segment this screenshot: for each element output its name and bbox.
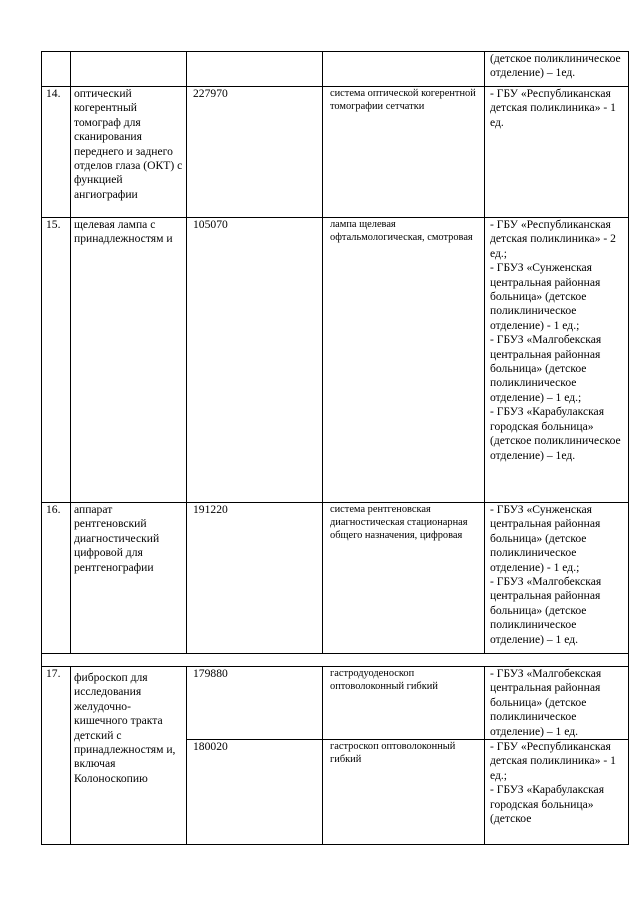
recipient-entry: - ГБУЗ «Сунженская центральная районная больница» (детское поликлиническое отделение) - 1 ед.;	[490, 503, 601, 574]
recipient-entry: - ГБУЗ «Сунженская центральная районная больница» (детское поликлиническое отделение) - 1 ед.;	[490, 261, 601, 332]
row-number: 17.	[42, 667, 71, 845]
table-row	[42, 87, 629, 218]
equipment-code: 180020	[187, 740, 323, 845]
equipment-type: гастродуоденоскоп оптоволоконный гибкий	[323, 667, 485, 740]
recipients-cell	[485, 87, 629, 218]
row-number: 15.	[42, 218, 71, 503]
recipient-entry: - ГБУЗ «Малгобекская центральная районная больница» (детское поликлиническое отделение) – 1 ед.;	[490, 333, 602, 404]
table-row	[42, 667, 629, 740]
table-row	[42, 52, 629, 87]
equipment-code: 179880	[187, 667, 323, 740]
equipment-name: оптический когерентный томограф для сканирования переднего и заднего отделов глаза (ОКТ) с функцией ангиографии	[71, 87, 187, 218]
recipient-entry: (детское поликлиническое отделение) – 1ед.	[490, 52, 621, 80]
recipient-entry: - ГБУЗ «Карабулакская городская больница» (детское поликлиническое отделение) – 1ед.	[490, 405, 621, 462]
equipment-name: щелевая лампа с принадлежностям и	[71, 218, 187, 503]
equipment-type: система рентгеновская диагностическая стационарная общего назначения, цифровая	[323, 503, 485, 654]
table-row	[42, 218, 629, 503]
table-spacer-row	[42, 654, 629, 667]
equipment-type: гастроскоп оптоволоконный гибкий	[323, 740, 485, 845]
equipment-type	[323, 52, 485, 87]
equipment-name: фиброскоп для исследования желудочно-кишечного тракта детский с принадлежностям и, включая Колоноскопию	[71, 667, 187, 845]
table-row	[42, 503, 629, 654]
recipients-cell	[485, 740, 629, 845]
row-number: 16.	[42, 503, 71, 654]
recipient-entry: - ГБУ «Республиканская детская поликлиника» - 2 ед.;	[490, 218, 616, 260]
equipment-name: аппарат рентгеновский диагностический цифровой для рентгенографии	[71, 503, 187, 654]
equipment-code: 105070	[187, 218, 323, 503]
recipients-cell	[485, 218, 629, 503]
recipient-entry: - ГБУЗ «Малгобекская центральная районная больница» (детское поликлиническое отделение) – 1 ед.	[490, 667, 602, 738]
equipment-name	[71, 52, 187, 87]
recipients-cell	[485, 667, 629, 740]
equipment-code	[187, 52, 323, 87]
recipient-entry: - ГБУЗ «Малгобекская центральная районная больница» (детское поликлиническое отделение) – 1 ед.	[490, 575, 602, 646]
recipients-cell	[485, 52, 629, 87]
recipients-cell	[485, 503, 629, 654]
row-number: 14.	[42, 87, 71, 218]
recipient-entry: - ГБУ «Республиканская детская поликлиника» - 1 ед.;	[490, 740, 616, 782]
equipment-code: 227970	[187, 87, 323, 218]
equipment-type: лампа щелевая офтальмологическая, смотровая	[323, 218, 485, 503]
equipment-code: 191220	[187, 503, 323, 654]
equipment-table	[41, 51, 629, 845]
spacer-cell	[42, 654, 629, 667]
equipment-type: система оптической когерентной томографии сетчатки	[323, 87, 485, 218]
row-number	[42, 52, 71, 87]
recipient-entry: - ГБУЗ «Карабулакская городская больница» (детское	[490, 783, 605, 826]
recipient-entry: - ГБУ «Республиканская детская поликлиника» - 1 ед.	[490, 87, 616, 129]
